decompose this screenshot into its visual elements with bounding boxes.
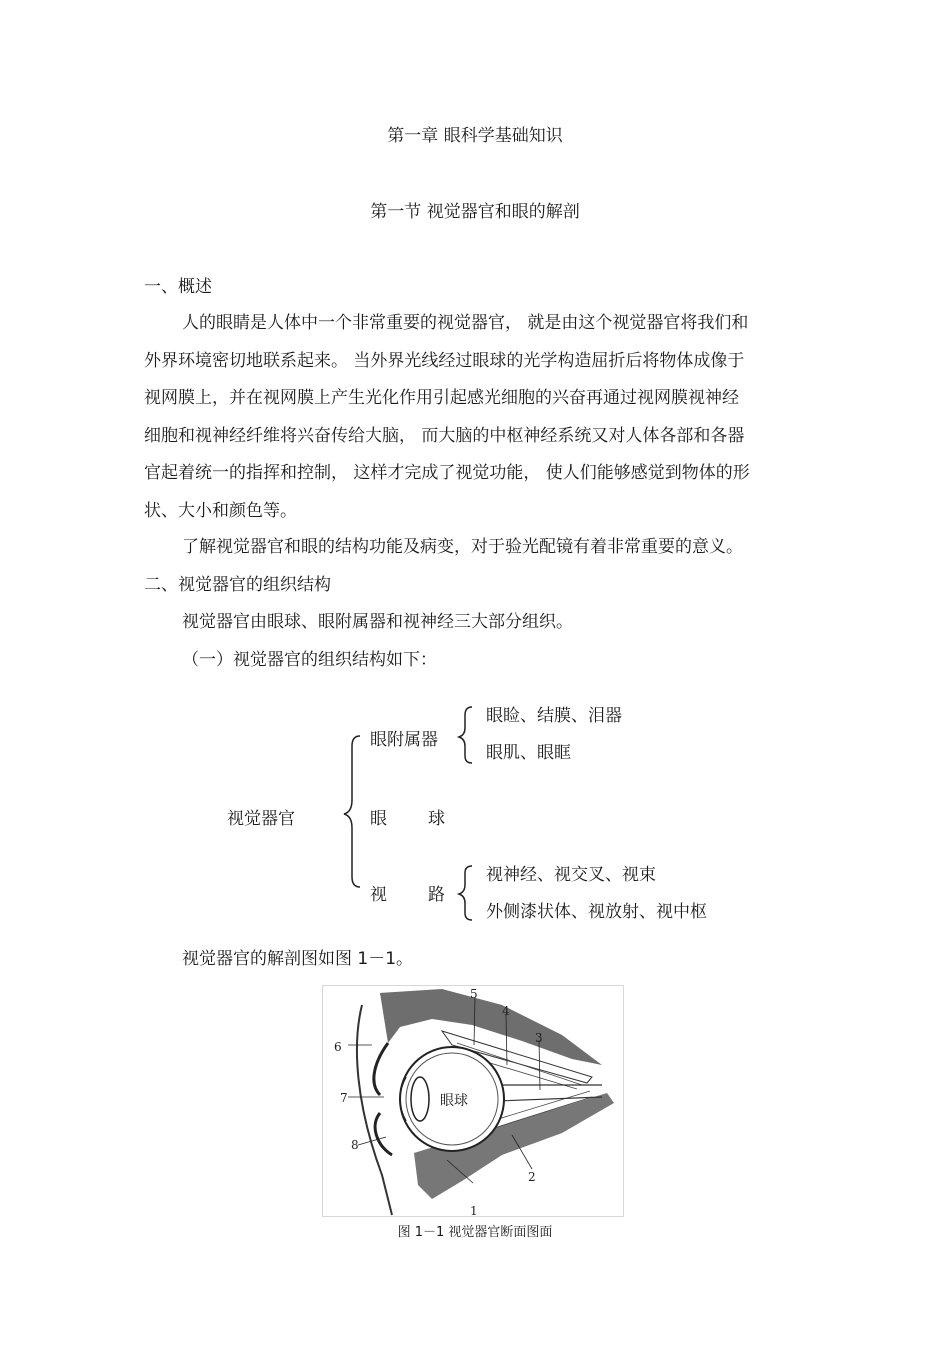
tree-branch-pathway-a: 视	[370, 885, 387, 905]
structure-intro: 视觉器官由眼球、眼附属器和视神经三大部分组织。	[182, 612, 573, 632]
overview-line: 状、大小和颜色等。	[144, 500, 297, 521]
figure-caption: 图 1－1 视觉器官断面图面	[397, 1225, 553, 1240]
heading-structure: 二、视觉器官的组织结构	[144, 575, 331, 595]
tree-branch-pathway-b: 路	[428, 885, 445, 905]
tree-branch-accessory: 眼附属器	[370, 730, 438, 750]
callout-number-5: 5	[470, 987, 478, 1001]
accessory-brace	[459, 707, 472, 763]
overview-line: 细胞和视神经纤维将兴奋传给大脑， 而大脑的中枢神经系统又对人体各部和各器	[144, 425, 745, 446]
callout-number-3: 3	[535, 1031, 543, 1045]
overview-paragraph	[144, 305, 804, 530]
eye-anatomy-figure	[322, 985, 624, 1217]
eyeball-label: 眼球	[440, 1093, 468, 1109]
callout-number-6: 6	[334, 1040, 342, 1054]
callout-number-1: 1	[470, 1204, 478, 1217]
callout-number-7: 7	[340, 1091, 348, 1105]
heading-overview: 一、概述	[144, 277, 212, 297]
overview-line: 视网膜上，并在视网膜上产生光化作用引起感光细胞的兴奋再通过视网膜视神经	[144, 388, 739, 408]
figure-reference: 视觉器官的解剖图如图 1－1。	[182, 949, 414, 969]
overview-paragraph-2: 了解视觉器官和眼的结构功能及病变，对于验光配镜有着非常重要的意义。	[182, 537, 743, 557]
tree-root: 视觉器官	[227, 809, 295, 829]
overview-line: 外界环境密切地联系起来。 当外界光线经过眼球的光学构造屈折后将物体成像于	[144, 350, 745, 371]
callout-number-8: 8	[351, 1138, 359, 1152]
overview-line: 官起着统一的指挥和控制， 这样才完成了视觉功能， 使人们能够感觉到物体的形	[144, 463, 750, 483]
overview-line: 人的眼睛是人体中一个非常重要的视觉器官， 就是由这个视觉器官将我们和	[182, 313, 749, 333]
callout-number-2: 2	[528, 1170, 536, 1184]
callout-number-4: 4	[502, 1004, 510, 1018]
tree-leaf: 眼睑、结膜、泪器	[486, 706, 622, 726]
chapter-title: 第一章 眼科学基础知识	[387, 126, 563, 146]
tree-branch-eyeball-a: 眼	[370, 809, 387, 829]
tree-leaf: 视神经、视交叉、视束	[486, 865, 656, 885]
lens	[411, 1077, 429, 1121]
pathway-brace	[459, 866, 472, 920]
structure-subheading: （一）视觉器官的组织结构如下：	[182, 650, 437, 670]
tree-branch-eyeball-b: 球	[428, 809, 445, 829]
main-brace	[344, 736, 360, 887]
tree-leaf: 外侧漆状体、视放射、视中枢	[486, 902, 707, 922]
section-title: 第一节 视觉器官和眼的解剖	[370, 202, 580, 222]
tree-leaf: 眼肌、眼眶	[486, 743, 571, 763]
